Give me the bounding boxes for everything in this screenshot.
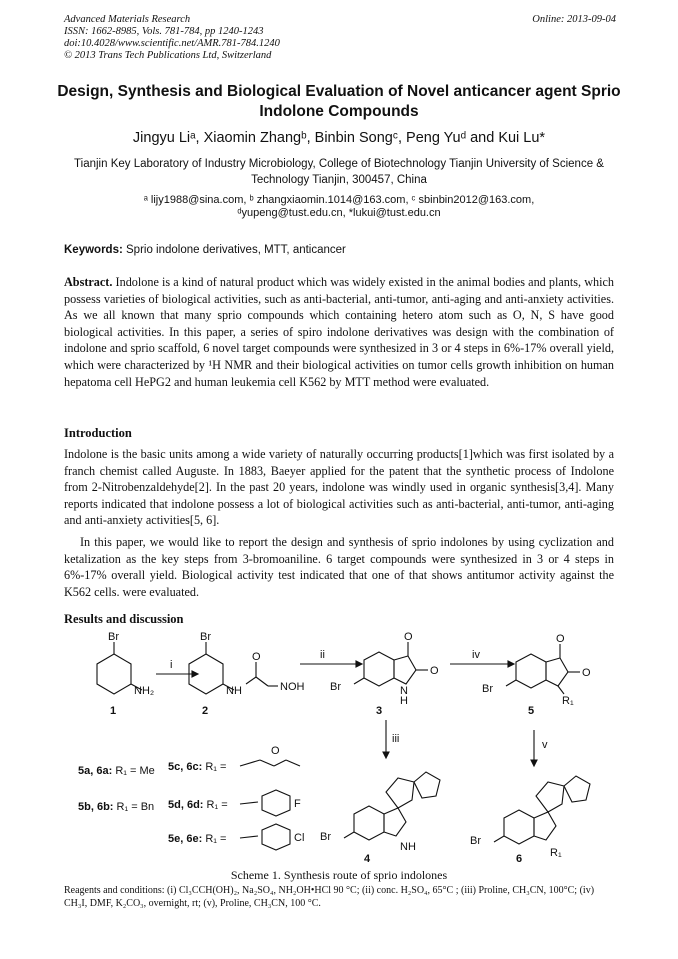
journal-header (64, 14, 280, 62)
label-nh2: NH₂ (134, 685, 155, 697)
online-date: Online: 2013-09-04 (532, 14, 616, 25)
compound-4: 4 (364, 853, 371, 865)
paper-title: Design, Synthesis and Biological Evaluation of Novel anticancer agent Sprio Indolone Compounds (57, 83, 621, 120)
step-i: i (170, 659, 173, 671)
synthesis-scheme (64, 632, 616, 866)
label-r1-5: R₁ (562, 695, 574, 707)
abstract (64, 274, 614, 390)
compound-5: 5 (528, 705, 535, 717)
substituent-5c6c-r1: R₁ = (205, 761, 227, 773)
compound-3: 3 (376, 705, 383, 717)
introduction-paragraph-2: In this paper, we would like to report the design and synthesis of sprio indolones by using cyclization and ketalization as the key steps from 3-bromoaniline. 6 target compounds were synthesized in 3 or 4 steps in 6%-17% overall yield. Biological activity test indicated that one of that shows antitumor activity against the K562 cells. were evaluated. (64, 535, 614, 599)
substituent-5c6c-label: 5c, 6c: (168, 761, 203, 773)
step-ii: ii (320, 649, 325, 661)
label-r1-6: R₁ (550, 847, 562, 859)
substituent-5b6b (78, 801, 154, 813)
label-o-ester: O (271, 745, 280, 757)
label-br-4: Br (320, 831, 331, 843)
label-br-6: Br (470, 835, 481, 847)
indoline-ring-5 (516, 654, 546, 688)
indoline-ring-3 (364, 652, 394, 686)
affiliation: Tianjin Key Laboratory of Industry Microbiology, College of Biotechnology Tianjin University of Science & Technology Tianjin, 300457, China (74, 158, 604, 186)
substituent-5a6a-label: 5a, 6a: (78, 765, 113, 777)
label-br-3: Br (330, 681, 341, 693)
compound-2: 2 (202, 705, 209, 717)
substituent-5c6c (168, 761, 226, 773)
introduction-heading: Introduction (64, 426, 132, 440)
substituent-5d6d (168, 799, 228, 811)
substituent-5b6b-label: 5b, 6b: (78, 801, 114, 813)
emails-line-2: ᵈyupeng@tust.edu.cn, *lukui@tust.edu.cn (237, 207, 441, 219)
substituent-5a6a-value: R₁ = Me (115, 765, 155, 777)
substituent-5a6a (78, 765, 155, 777)
copyright: © 2013 Trans Tech Publications Ltd, Switzerland (64, 50, 272, 61)
scheme-caption: Scheme 1. Synthesis route of sprio indolones (230, 868, 448, 882)
label-o-3a: O (404, 632, 413, 643)
keywords (64, 244, 346, 256)
introduction-paragraph-1: Indolone is the basic units among a wide variety of naturally occurring products[1]which was first isolated by a franch chemist called Auguste. In 1883, Baeyer applied for the patent that the synthetic process of Indolone from 2-Nitrobenzaldehyde[2]. In the past 20 years, indolone was windly used in organic synthesis[3,4]. Many reports indicated that indolone possess a lot of biological activities such as anti-bacterial, anti-tumor, anti-aging and anti-anxiety activities[5, 6]. (64, 447, 614, 528)
label-h-3: H (400, 695, 408, 707)
spiro-ring-4 (354, 806, 384, 840)
keywords-text: Sprio indolone derivatives, MTT, anticancer (126, 244, 346, 256)
label-o-3b: O (430, 665, 439, 677)
spiro-ring-6 (504, 810, 534, 844)
label-br-5: Br (482, 683, 493, 695)
abstract-label: Abstract. (64, 275, 113, 289)
substituent-5e6e (168, 833, 226, 845)
keywords-label: Keywords: (64, 244, 123, 256)
reagents-conditions: Reagents and conditions: (i) Cl₃CCH(OH)₂, Na₂SO₄, NH₂OH•HCl 90 °C; (ii) conc. H₂SO₄, 65°C ; (iii) Proline, CH₃CN, 100°C; (iv) CH₃I, DMF, K₂CO₃, overnight, rt; (v), Proline, CH₃CN, 100 °C. (64, 885, 595, 909)
compound-1: 1 (110, 705, 117, 717)
authors: Jingyu Liᵃ, Xiaomin Zhangᵇ, Binbin Songᶜ, Peng Yuᵈ and Kui Lu* (132, 130, 546, 146)
step-iv: iv (472, 649, 480, 661)
substituent-5e6e-r1: R₁ = (205, 833, 227, 845)
abstract-text: Indolone is a kind of natural product which was widely existed in the animal bodies and plants, which possess varieties of biological activities, such as anti-bacterial, anti-tumor, anti-aging and anti-anxiety activities. As we all known that many sprio compounds which containing hetero atom such as O, N, S have good biological activities. In this paper, a series of spiro indolone derivatives was design with the combination of indolone and sprio scaffold, 6 novel target compounds were synthesized in 3 or 4 steps in 6%-17% overall yield, which were characterized by ¹H NMR and their biological activities on tumor cells growth inhibition on human hepatoma cell HePG2 and human leukemia cell K562 by MTT method were evaluated. (64, 275, 614, 389)
emails-line-1: ᵃ lijy1988@sina.com, ᵇ zhangxiaomin.1014@163.com, ᶜ sbinbin2012@163.com, (143, 194, 535, 206)
benzene-ring-1 (97, 654, 131, 694)
label-nh-4: NH (400, 841, 416, 853)
label-o-5a: O (556, 633, 565, 645)
doi: doi:10.4028/www.scientific.net/AMR.781-784.1240 (64, 38, 280, 49)
label-nh: NH (226, 685, 242, 697)
step-iii: iii (392, 733, 400, 745)
emails (60, 194, 618, 220)
substituent-5e6e-label: 5e, 6e: (168, 833, 203, 845)
results-heading: Results and discussion (64, 612, 184, 626)
label-br-2: Br (200, 632, 211, 643)
label-br-1: Br (108, 632, 119, 643)
label-noh: NOH (280, 681, 305, 693)
label-o-2: O (252, 651, 261, 663)
label-o-5b: O (582, 667, 591, 679)
label-cl: Cl (294, 832, 305, 844)
label-n-3: N (400, 685, 408, 697)
compound-6: 6 (516, 853, 523, 865)
journal-name: Advanced Materials Research (64, 14, 191, 25)
substituent-5b6b-value: R₁ = Bn (116, 801, 155, 813)
step-v: v (542, 739, 548, 751)
substituent-5d6d-label: 5d, 6d: (168, 799, 204, 811)
label-f: F (294, 798, 301, 810)
substituent-5d6d-r1: R₁ = (206, 799, 228, 811)
issn: ISSN: 1662-8985, Vols. 781-784, pp 1240-1243 (64, 26, 264, 37)
